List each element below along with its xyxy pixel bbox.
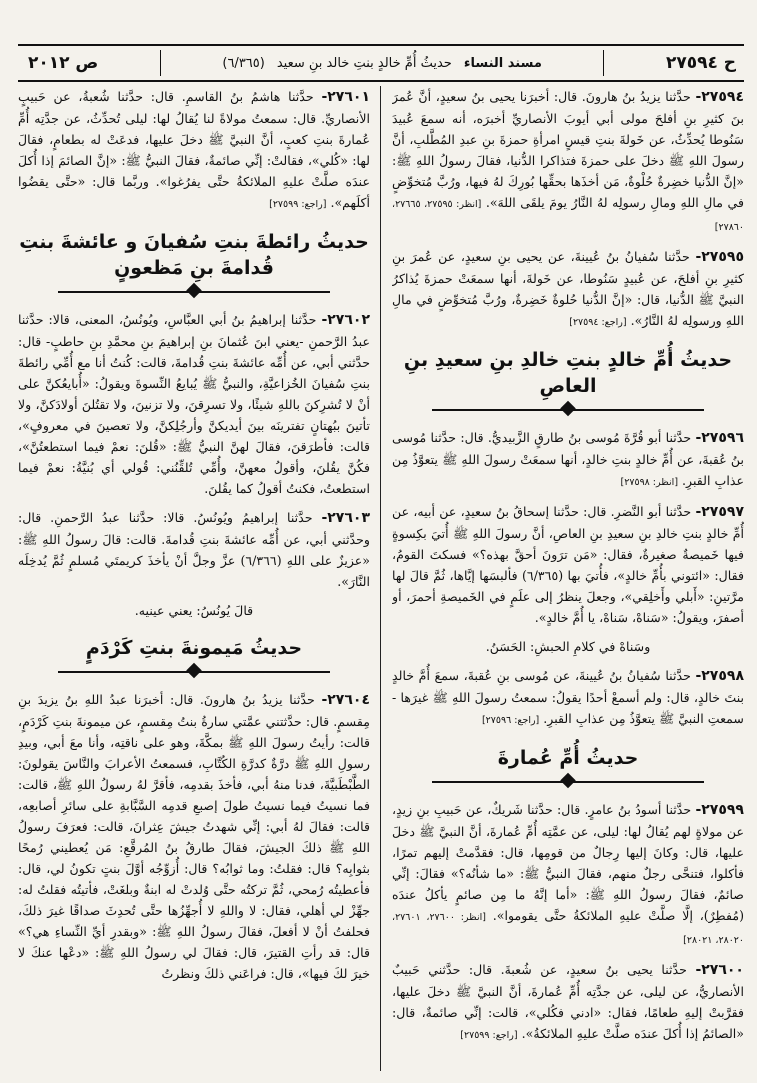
chapter-ornament <box>58 285 330 299</box>
cross-reference: [راجع: ٢٧٥٩٦] <box>481 715 540 726</box>
hadith-number: ٢٧٦٠٤- <box>321 692 370 708</box>
hadith-number: ٢٧٥٩٤- <box>695 89 744 105</box>
hadith-text: حدَّثنا يحيى بنُ سعيدٍ، عن شُعبةَ. قال: حدَّثني حَبيبٌ الأنصاريُّ، عن ليلى، عن جدَّتِه أُمِّ عُمارةَ، أنَّ النبيَّ ﷺ دخلَ عليها، فقرَّبتْ إليهِ طعامًا، فقال: «ادني فكُلي»، قالت: إنِّي صائمةٌ، قال: «الصائمُ إذا أُكلَ عندَه صلَّتْ عليهِ الملائكةُ». <box>392 962 744 1041</box>
hadith-text: حدَّثنا سُفيانُ بنُ عُيينةَ، عن مُوسى بنِ عُقبةَ، سمعَ أُمَّ خالدٍ بنتَ خالدٍ، قال: ولم أسمعْ أحدًا يقولُ: سمعتُ رسولَ اللهِ ﷺ غيرَها - سمعتِ النبيَّ ﷺ يتعوَّذُ مِن عذابِ القبرِ. <box>392 668 744 726</box>
hadith-number: ٢٧٦٠٣- <box>321 510 370 526</box>
hadith-number: ٢٧٦٠٠- <box>695 962 744 978</box>
chapter-ornament <box>432 775 704 789</box>
hadith-text: حدَّثنا إبراهيمُ بنُ أبي العبَّاسِ، ويُونُسُ، المعنى، قالا: حدَّثنا عبدُ الرَّحمنِ -يعني ابنَ عُثمانَ بنِ إبراهيمَ بنِ محمَّدِ بنِ حاطبٍ- قال: حدَّثني أبي، عن أُمِّه عائشةَ بنتِ قُدامةَ، قالت: كُنتُ أنا مع أُمِّي رائطةَ بنتِ سُفيانَ الخُزاعيَّةِ، والنبيُّ ﷺ يُبايعُ النِّسوةَ ويقولُ: «أُبايعُكنَّ على أنْ لا تُشرِكنَ باللهِ شيئًا، ولا تسرِقنَ، ولا تزنينَ، ولا تقتُلنَ أولادَكنَّ، ولا تأتينَ ببُهتانٍ تفترينَه بينَ أيديكنَّ وأرجُلِكنَّ، ولا تعصينَ في معروفٍ»، قالت: فأطرَقنَ، فقالَ لهنَّ النبيُّ ﷺ: «قُلنَ: نعمْ فيما استطعتُنَّ»، فكُنَّ يقُلنَ، وأقولُ معهنَّ، وأُمِّي تُلقِّنُني: قُولي أي بُنيَّةُ: نعمْ فيما استطعتُ، فكنتُ أقولُ كما يقُلنَ. <box>18 312 370 496</box>
hadith-paragraph <box>392 86 744 238</box>
hadith-paragraph <box>392 427 744 493</box>
hadith-number: ٢٧٦٠١- <box>321 89 370 105</box>
chapter-title: حديثُ أُمِّ خالدٍ بنتِ خالدِ بنِ سعيدِ بنِ العاصِ <box>403 349 733 397</box>
hadith-number: ٢٧٥٩٧- <box>695 504 744 520</box>
header-hadith-number: ح ٢٧٥٩٤ <box>665 53 736 73</box>
cross-reference: [انظر: ٢٧٥٩٥، ٢٧٦٦٥، ٢٧٨٦٠] <box>392 199 744 233</box>
ornament-diamond <box>186 283 202 299</box>
hadith-paragraph <box>392 665 744 731</box>
left-column <box>18 86 370 1071</box>
hadith-number: ٢٧٥٩٥- <box>695 249 744 265</box>
header-book-name: مسند النساء <box>463 55 542 71</box>
chapter-title: حديثُ مَيمونةَ بنتِ كَرْدَمٍ <box>85 637 303 659</box>
header-separator <box>160 50 161 76</box>
ornament-diamond <box>560 401 576 417</box>
hadith-paragraph <box>392 501 744 628</box>
hadith-paragraph <box>18 689 370 984</box>
explanatory-note: قالَ يُونُسُ: يعني عينيه. <box>134 603 254 618</box>
header-separator <box>603 50 604 76</box>
chapter-ornament <box>432 403 704 417</box>
hadith-text: حدَّثنا يزيدُ بنُ هارونَ. قال: أخبرَنا يحيى بنُ سعيدٍ، أنَّ عُمرَ بنَ كثيرِ بنِ أفلحَ مولى أبي أيوبَ الأنصاريِّ أخبرَه، أنه سمعَ عُبيدَ سَنُوطا يُحدِّثُ، عن خَولةَ بنتِ قيسٍ امرأةِ حمزةَ بنِ عبدِ المُطَّلبِ، أنَّ رسولَ اللهِ ﷺ دخلَ على حمزةَ فتذاكرا الدُّنيا، فقالَ رسولُ اللهِ ﷺ: «إنَّ الدُّنيا خضِرةٌ حُلْوةٌ، مَن أخذَها بحقِّها بُورِكَ لهُ فيها، ورُبَّ مُتخوِّضٍ في مالِ اللهِ ومالِ رسولِه لهُ النَّارُ يومَ يلقَى اللهَ». <box>392 89 744 210</box>
hadith-number: ٢٧٥٩٦- <box>695 430 744 446</box>
header-section-name: حديثُ أُمِّ خالدٍ بنتِ خالد بنِ سعيد <box>276 55 452 71</box>
hadith-number: ٢٧٥٩٨- <box>695 668 744 684</box>
header-title <box>222 56 542 71</box>
hadith-paragraph <box>392 799 744 951</box>
chapter-ornament <box>58 665 330 679</box>
cross-reference: [انظر: ٢٧٦٠٠، ٢٧٦٠١، ٢٨٠٢٠، ٢٨٠٢١] <box>392 912 744 946</box>
hadith-text: حدَّثنا أسودُ بنُ عامرٍ. قال: حدَّثنا شَريكٌ، عن حَبيبِ بنِ زيدٍ، عن مولاةٍ لهم يُقالُ لها: ليلى، عن عمَّتِه أُمِّ عُمارةَ، أنَّ النبيَّ ﷺ دخلَ عليها، قال: وكانَ إليها رِجالٌ من قومِها، قال: فقدَّمتْ إليهم تمرًا، فأكلوا، فتنحَّى رجلٌ منهم، فقالَ النبيُّ ﷺ: «ما شأنُه؟» فقالَ: إنِّي صائمٌ، فقالَ رسولُ اللهِ ﷺ: «أما إنَّهُ ما مِن صائمٍ يأكلُ عندَه (مُفطِرٌ)، إلَّا صلَّتْ عليهِ الملائكةُ حتَّى يقوموا». <box>392 802 744 923</box>
hadith-number: ٢٧٥٩٩- <box>695 802 744 818</box>
cross-reference: [راجع: ٢٧٥٩٩] <box>269 199 327 210</box>
column-divider <box>380 86 381 1071</box>
hadith-text: حدَّثنا أبو قُرَّةَ مُوسى بنُ طارقٍ الزَّبيديُّ. قال: حدَّثنا مُوسى بنُ عُقبةَ، عن أُمِّ خالدٍ بنتِ خالدٍ، أنها سمعَتْ رسولَ اللهِ ﷺ يتعوَّذُ مِن عذابِ القبرِ. <box>392 430 744 488</box>
hadith-paragraph <box>18 309 370 499</box>
chapter-title: حديثُ أُمِّ عُمارةَ <box>497 747 639 769</box>
ornament-diamond <box>186 663 202 679</box>
hadith-text: حدَّثنا أبو النَّضرِ. قال: حدَّثنا إسحاقُ بنُ سعيدٍ، عن أبيه، عن أُمِّ خالدٍ بنتِ خالدِ بنِ سعيدِ بنِ العاصِ، أنَّ رسولَ اللهِ ﷺ أُتيَ بكِسوةٍ فيها خَميصةٌ صغيرةٌ، فقال: «مَن ترَونَ أحقَّ بهذه؟» فسكتَ القومُ، فقال: «ائتوني بأُمِّ خالدٍ»، فأُتيَ بها (٦/٣٦٥) فألبسَها إيَّاها، ثُمَّ قالَ لها مرَّتينِ: «أَبلي وأَخلِقي»، وجعلَ ينظرُ إلى علَمٍ في الخَميصةِ أحمرَ، أو أصفرَ، ويقولُ: «سَناهْ، سَناهْ، يا أُمَّ خالدٍ». <box>392 504 744 625</box>
hadith-paragraph <box>392 959 744 1046</box>
hadith-text: حدَّثنا هاشمُ بنُ القاسمِ. قال: حدَّثنا شُعبةُ، عن حَبيبٍ الأنصاريِّ. قال: سمعتُ مولاةً لنا يُقالُ لها: ليلى تُحدِّثُ، عن جدَّتِه أُمِّ عُمارةَ بنتِ كعبٍ، أنَّ النبيَّ ﷺ دخلَ عليها، فدعَتْ له بطعامٍ، فقالَ لها: «كُلي»، فقالتْ: إنِّي صائمةٌ، فقالَ النبيُّ ﷺ: «إنَّ الصائمَ إذا أُكلَ عندَه صلَّتْ عليهِ الملائكةُ حتَّى يفرُغوا». وربَّما قال: «حتَّى يقضُوا أكلَهم». <box>18 89 370 210</box>
book-page <box>18 16 744 1074</box>
hadith-text: حدَّثنا سُفيانُ بنُ عُيينةَ، عن يحيى بنِ سعيدٍ، عن عُمرَ بنِ كثيرِ بنِ أفلحَ، عن عُبيدٍ سَنُوطا، عن خَولةَ، أنها سمعَتْ حمزةَ يُذاكرُ النبيَّ ﷺ الدُّنيا، قال: «إنَّ الدُّنيا حُلوةٌ خَضِرةٌ، ورُبَّ مُتخوِّضٍ في مالِ اللهِ ورسولِه لهُ النَّارُ». <box>392 249 744 328</box>
ornament-diamond <box>560 773 576 789</box>
cross-reference: [راجع: ٢٧٥٩٤] <box>569 317 627 328</box>
hadith-text: حدَّثنا إبراهيمُ ويُونُسُ. قالا: حدَّثنا عبدُ الرَّحمنِ. قال: وحدَّثني أبي، عن أُمِّه عائشةَ بنتِ قُدامةَ. قالت: قالَ رسولُ اللهِ ﷺ: «عزيزٌ على اللهِ (٦/٣٦٦) عزَّ وجلَّ أنْ يأخذَ كريمتَي مُسلمٍ ثُمَّ يُدخِلَه النَّارَ». <box>18 510 370 589</box>
hadith-text: حدَّثنا يزيدُ بنُ هارونَ. قال: أخبرَنا عبدُ اللهِ بنُ يزيدَ بنِ مِقسمٍ. قال: حدَّثتني عمَّتي سارةُ بنتُ مِقسمٍ، عن ميمونةَ بنتِ كَرْدَمٍ، قالت: رأيتُ رسولَ اللهِ ﷺ بمكَّةَ، وهو على ناقتِه، وأنا معَ أبي، وبيدِ رسولِ اللهِ ﷺ درَّةٌ كدرَّةِ الكُتَّابِ، فسمعتُ الأعرابَ والنَّاسَ يقولونَ: الطَّبْطَبيَّةَ، فدنا منهُ أبي، فأخذَ بقدمِه، فأقرَّ لهُ رسولُ اللهِ ﷺ، قالت: فما نسيتُ فيما نسيتُ طولَ إصبعِ قدمِه السَّبَّابةِ على سائرِ أصابعِه، قالت: فقالَ لهُ أبي: إنِّي شهدتُ جيشَ عِثرانَ، قالت: فعرَفَ رسولُ اللهِ ﷺ ذلكَ الجيشَ، فقالَ طارقُ بنُ المُرقَّعِ: مَن يُعطيني رُمحًا بثوابِه؟ قال: فقلتُ: وما ثوابُه؟ قال: أُزوِّجُه أوَّلَ بنتٍ تكونُ لي، قال: فأعطيتُه رُمحي، ثُمَّ تركتُه حتَّى وُلدتْ له ابنةٌ وبلغَتْ، فأتيتُه فقلتُ له: جهِّزْ لي أهلي، فقال: لا واللهِ لا أُجهِّزُها حتَّى تُحدِثَ صداقًا غيرَ ذلكَ، فحلفتُ أنْ لا أفعلَ، فقالَ رسولُ اللهِ ﷺ: «وبقدرِ أيِّ النِّساءِ هي؟» قال: قد رأتِ القتيرَ، قال: فقالَ لي رسولُ اللهِ ﷺ: «دعْها عنكَ لا خيرَ لكَ فيها»، قال: فراعَني ذلكَ ونظرتُ <box>18 692 370 981</box>
hadith-paragraph <box>392 246 744 333</box>
hadith-paragraph <box>18 86 370 215</box>
cross-reference: [راجع: ٢٧٥٩٩] <box>460 1030 518 1041</box>
running-header <box>18 44 744 82</box>
header-volume-ref: (٦/٣٦٥) <box>222 55 265 71</box>
right-column <box>392 86 744 1071</box>
explanatory-note: وسَناهْ في كلامِ الحبشِ: الحَسَنُ. <box>485 639 651 654</box>
header-page-number: ص ٢٠١٢ <box>28 53 99 73</box>
hadith-paragraph <box>18 507 370 592</box>
chapter-title: حديثُ رائطةَ بنتِ سُفيانَ و عائشةَ بنتِ قُدامةَ بنِ مَظعونٍ <box>19 231 369 279</box>
hadith-number: ٢٧٦٠٢- <box>321 312 370 328</box>
cross-reference: [انظر: ٢٧٥٩٨] <box>620 477 679 488</box>
